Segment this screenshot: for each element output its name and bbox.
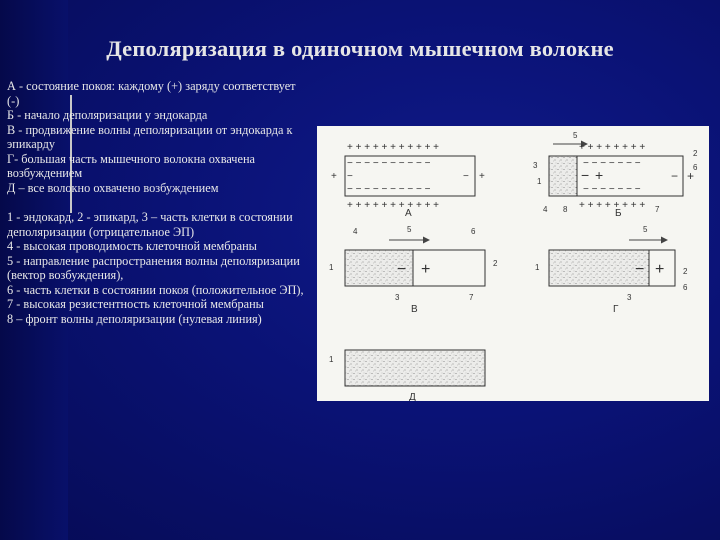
panel-b-num-7: 7: [655, 205, 660, 214]
panel-d-num-1: 1: [329, 355, 334, 364]
panel-g-num-2: 2: [683, 267, 688, 276]
panel-b-minus-right: −: [671, 169, 679, 183]
slide-title: Деполяризация в одиночном мышечном волокне: [106, 36, 614, 61]
panel-b-plus-bottom: + + + + + + + +: [579, 200, 646, 211]
panel-a-plus-bottom: + + + + + + + + + + +: [347, 200, 440, 211]
panel-g-num-6: 6: [683, 283, 688, 292]
text-column: [7, 79, 307, 326]
panel-b-label: Б: [615, 208, 622, 219]
legend-item-6: 6 - часть клетки в состоянии покоя (положительное ЭП),: [7, 282, 304, 297]
panel-a-minus-top: − − − − − − − − − −: [347, 158, 431, 169]
panel-g-num-3: 3: [627, 293, 632, 302]
panel-a-plus-right: +: [479, 171, 485, 182]
depolarization-figure: [317, 126, 709, 401]
panel-v-minus-front: −: [397, 261, 407, 278]
legend-item-7: 7 - высокая резистентность клеточной мембраны: [7, 297, 264, 311]
stage-a-text: А - состояние покоя: каждому (+) заряду соответствует (-): [7, 79, 296, 108]
legend-item-4: 4 - высокая проводимость клеточной мембраны: [7, 239, 257, 253]
panel-g-minus-front: −: [635, 261, 645, 278]
panel-v: [329, 225, 498, 315]
panel-b-num-2: 2: [693, 149, 698, 158]
panel-b-minus-front: −: [581, 167, 590, 183]
panel-v-num-3: 3: [395, 293, 400, 302]
panel-b-minus-bottom: − − − − − − −: [583, 184, 641, 195]
panel-d: [329, 350, 485, 401]
stage-g-text: Г- большая часть мышечного волокна охвачена возбуждением: [7, 151, 255, 180]
panel-v-num-5: 5: [407, 225, 412, 234]
panel-v-num-7: 7: [469, 293, 474, 302]
panel-b-num-3: 3: [533, 161, 538, 170]
panel-v-plus-front: +: [421, 261, 431, 278]
panel-b-minus-top: − − − − − − −: [583, 158, 641, 169]
panel-v-num-6: 6: [471, 227, 476, 236]
panel-a-minus-left: −: [347, 171, 353, 182]
panel-b-plus-right: +: [687, 169, 695, 183]
panel-g-num-5: 5: [643, 225, 648, 234]
spacer: [7, 195, 307, 210]
legend-item-1: 1 - эндокард, 2 - эпикард, 3 – часть клетки в состоянии деполяризации (отрицательное ЭП): [7, 210, 293, 239]
panel-g-label: Г: [613, 304, 619, 315]
stage-d-text: Д – все волокно охвачено возбуждением: [7, 180, 219, 195]
panel-v-num-4: 4: [353, 227, 358, 236]
panel-v-label: В: [411, 304, 418, 315]
panel-g: [535, 225, 688, 315]
legend-item-8: 8 – фронт волны деполяризации (нулевая линия): [7, 311, 262, 326]
panel-a: [331, 142, 485, 219]
panel-d-label: Д: [409, 392, 416, 401]
panel-v-num-1: 1: [329, 263, 334, 272]
panel-b-num-8: 8: [563, 205, 568, 214]
panel-a-minus-right: −: [463, 171, 469, 182]
panel-g-num-1: 1: [535, 263, 540, 272]
panel-a-minus-bottom: − − − − − − − − − −: [347, 184, 431, 195]
panel-b-plus-top: + + + + + + + +: [579, 142, 646, 153]
panel-b-num-4: 4: [543, 205, 548, 214]
panel-b-num-6: 6: [693, 163, 698, 172]
panel-b-num-1: 1: [537, 177, 542, 186]
panel-v-num-2: 2: [493, 259, 498, 268]
panel-a-plus-top: + + + + + + + + + + +: [347, 142, 440, 153]
stage-v-text: В - продвижение волны деполяризации от эндокарда к эпикарду: [7, 122, 293, 151]
panel-a-label: А: [405, 208, 412, 219]
stage-b-text: Б - начало деполяризации у эндокарда: [7, 108, 208, 122]
panel-a-plus-left: +: [331, 171, 337, 182]
panel-b-num-5: 5: [573, 131, 578, 140]
panel-g-plus-front: +: [655, 261, 665, 278]
figure-svg: [317, 126, 709, 401]
panel-b-plus-front: +: [595, 167, 604, 183]
panel-b: [533, 131, 698, 219]
legend-item-5: 5 - направление распространения волны деполяризации (вектор возбуждения),: [7, 253, 300, 282]
